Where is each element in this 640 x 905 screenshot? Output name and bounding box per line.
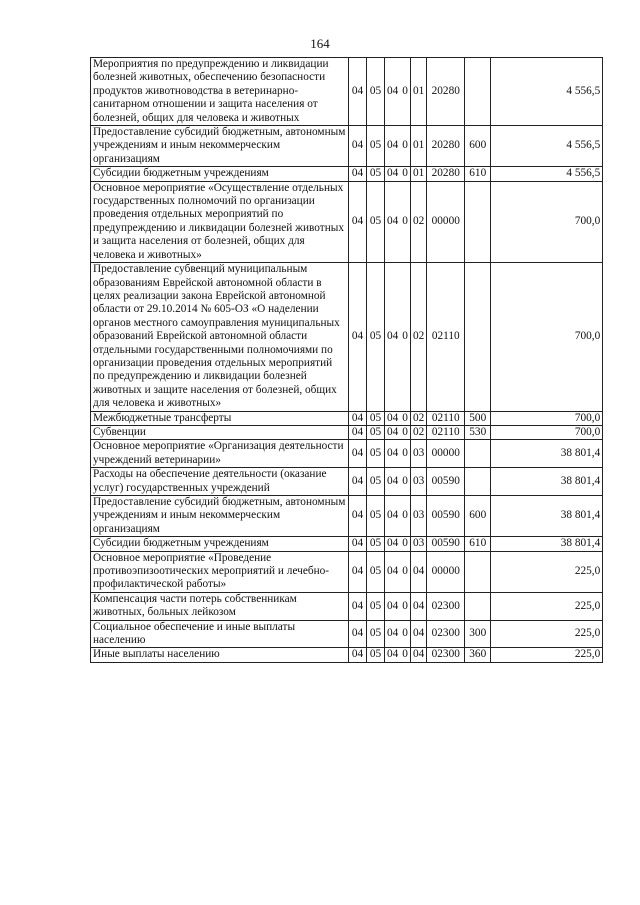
- row-subprogram-code: 0: [400, 181, 410, 262]
- row-expense-type: [465, 468, 491, 496]
- row-amount: 225,0: [491, 551, 603, 592]
- row-subprogram-code: 0: [400, 496, 410, 537]
- table-row: [91, 167, 603, 181]
- row-event-code: 04: [410, 551, 426, 592]
- row-program-code: 04: [385, 496, 401, 537]
- row-direction-code: 20280: [427, 167, 465, 181]
- row-direction-code: 02300: [427, 620, 465, 648]
- row-program-code: 04: [385, 648, 401, 662]
- row-subprogram-code: 0: [400, 551, 410, 592]
- row-name: Основное мероприятие «Осуществление отдельных государственных полномочий по организации проведения отдельных мероприятий по предупреждению и ликвидации болезней животных и защита населения от болезней, общих для человека и животных»: [91, 181, 349, 262]
- row-amount: 225,0: [491, 648, 603, 662]
- row-expense-type: 300: [465, 620, 491, 648]
- table-row: [91, 592, 603, 620]
- row-direction-code: 00000: [427, 181, 465, 262]
- row-direction-code: 00590: [427, 496, 465, 537]
- row-expense-type: 610: [465, 537, 491, 551]
- row-section: 04: [349, 537, 367, 551]
- row-amount: 38 801,4: [491, 440, 603, 468]
- row-program-code: 04: [385, 468, 401, 496]
- row-direction-code: 00590: [427, 537, 465, 551]
- row-subprogram-code: 0: [400, 263, 410, 411]
- row-section: 04: [349, 181, 367, 262]
- row-expense-type: [465, 592, 491, 620]
- row-amount: 4 556,5: [491, 58, 603, 126]
- table-row: [91, 620, 603, 648]
- row-subsection: 05: [367, 411, 385, 425]
- row-amount: 700,0: [491, 411, 603, 425]
- row-amount: 38 801,4: [491, 496, 603, 537]
- row-name: Основное мероприятие «Организация деятельности учреждений ветеринарии»: [91, 440, 349, 468]
- row-section: 04: [349, 648, 367, 662]
- row-expense-type: 600: [465, 496, 491, 537]
- row-expense-type: 600: [465, 126, 491, 167]
- row-name: Мероприятия по предупреждению и ликвидации болезней животных, обеспечению безопасности продуктов животноводства в ветеринарно-санитарном отношении и защита населения от болезней, общих для человека и животных: [91, 58, 349, 126]
- row-direction-code: 00000: [427, 551, 465, 592]
- row-subsection: 05: [367, 592, 385, 620]
- row-subsection: 05: [367, 263, 385, 411]
- row-subsection: 05: [367, 167, 385, 181]
- row-event-code: 04: [410, 592, 426, 620]
- row-direction-code: 02300: [427, 592, 465, 620]
- row-name: Предоставление субсидий бюджетным, автономным учреждениям и иным некоммерческим организациям: [91, 126, 349, 167]
- row-name: Предоставление субвенций муниципальным образованиям Еврейской автономной области в целях реализации закона Еврейской автономной области от 29.10.2014 № 605-ОЗ «О наделении органов местного самоуправления муниципальных образований Еврейской автономной области отдельными государственными полномочиями по организации проведения отдельных мероприятий по предупреждению и ликвидации болезней животных и защите населения от болезней, общих для человека и животных»: [91, 263, 349, 411]
- row-subprogram-code: 0: [400, 648, 410, 662]
- row-amount: 700,0: [491, 181, 603, 262]
- row-program-code: 04: [385, 440, 401, 468]
- row-event-code: 03: [410, 468, 426, 496]
- row-name: Субсидии бюджетным учреждениям: [91, 537, 349, 551]
- row-section: 04: [349, 496, 367, 537]
- row-name: Межбюджетные трансферты: [91, 411, 349, 425]
- row-program-code: 04: [385, 263, 401, 411]
- row-expense-type: [465, 551, 491, 592]
- row-event-code: 01: [410, 58, 426, 126]
- row-expense-type: [465, 58, 491, 126]
- table-row: [91, 551, 603, 592]
- table-row: [91, 126, 603, 167]
- row-expense-type: 530: [465, 425, 491, 439]
- row-program-code: 04: [385, 58, 401, 126]
- table-row: [91, 411, 603, 425]
- row-subsection: 05: [367, 440, 385, 468]
- row-section: 04: [349, 126, 367, 167]
- row-name: Субвенции: [91, 425, 349, 439]
- row-event-code: 04: [410, 648, 426, 662]
- row-amount: 38 801,4: [491, 537, 603, 551]
- row-program-code: 04: [385, 181, 401, 262]
- row-program-code: 04: [385, 411, 401, 425]
- row-section: 04: [349, 620, 367, 648]
- row-event-code: 03: [410, 440, 426, 468]
- row-subsection: 05: [367, 551, 385, 592]
- row-section: 04: [349, 58, 367, 126]
- row-event-code: 03: [410, 496, 426, 537]
- budget-table: [90, 57, 603, 663]
- row-subprogram-code: 0: [400, 425, 410, 439]
- table-row: [91, 181, 603, 262]
- table-row: [91, 496, 603, 537]
- row-section: 04: [349, 592, 367, 620]
- row-direction-code: 02110: [427, 425, 465, 439]
- table-row: [91, 440, 603, 468]
- row-direction-code: 00590: [427, 468, 465, 496]
- row-direction-code: 00000: [427, 440, 465, 468]
- row-program-code: 04: [385, 167, 401, 181]
- row-direction-code: 02300: [427, 648, 465, 662]
- row-event-code: 03: [410, 537, 426, 551]
- row-subsection: 05: [367, 537, 385, 551]
- row-expense-type: 360: [465, 648, 491, 662]
- row-name: Компенсация части потерь собственникам животных, больных лейкозом: [91, 592, 349, 620]
- row-subprogram-code: 0: [400, 411, 410, 425]
- row-subprogram-code: 0: [400, 592, 410, 620]
- row-subsection: 05: [367, 58, 385, 126]
- row-program-code: 04: [385, 425, 401, 439]
- table-row: [91, 263, 603, 411]
- row-direction-code: 02110: [427, 411, 465, 425]
- row-subprogram-code: 0: [400, 126, 410, 167]
- table-row: [91, 537, 603, 551]
- row-name: Социальное обеспечение и иные выплаты населению: [91, 620, 349, 648]
- row-event-code: 02: [410, 263, 426, 411]
- row-amount: 225,0: [491, 620, 603, 648]
- row-amount: 700,0: [491, 263, 603, 411]
- row-subsection: 05: [367, 181, 385, 262]
- row-subprogram-code: 0: [400, 620, 410, 648]
- row-section: 04: [349, 440, 367, 468]
- row-subprogram-code: 0: [400, 537, 410, 551]
- row-program-code: 04: [385, 620, 401, 648]
- row-subprogram-code: 0: [400, 58, 410, 126]
- row-name: Иные выплаты населению: [91, 648, 349, 662]
- row-expense-type: [465, 440, 491, 468]
- row-section: 04: [349, 263, 367, 411]
- row-amount: 700,0: [491, 425, 603, 439]
- row-program-code: 04: [385, 537, 401, 551]
- row-name: Расходы на обеспечение деятельности (оказание услуг) государственных учреждений: [91, 468, 349, 496]
- row-section: 04: [349, 167, 367, 181]
- row-direction-code: 20280: [427, 58, 465, 126]
- table-row: [91, 58, 603, 126]
- row-program-code: 04: [385, 126, 401, 167]
- row-direction-code: 02110: [427, 263, 465, 411]
- row-event-code: 02: [410, 411, 426, 425]
- row-name: Основное мероприятие «Проведение противоэпизоотических мероприятий и лечебно-профилактической работы»: [91, 551, 349, 592]
- row-event-code: 02: [410, 181, 426, 262]
- row-name: Предоставление субсидий бюджетным, автономным учреждениям и иным некоммерческим организациям: [91, 496, 349, 537]
- row-subsection: 05: [367, 648, 385, 662]
- row-event-code: 02: [410, 425, 426, 439]
- row-program-code: 04: [385, 551, 401, 592]
- row-subsection: 05: [367, 126, 385, 167]
- row-expense-type: [465, 263, 491, 411]
- row-section: 04: [349, 468, 367, 496]
- row-subprogram-code: 0: [400, 167, 410, 181]
- row-expense-type: 500: [465, 411, 491, 425]
- row-section: 04: [349, 411, 367, 425]
- row-section: 04: [349, 551, 367, 592]
- row-amount: 38 801,4: [491, 468, 603, 496]
- row-program-code: 04: [385, 592, 401, 620]
- row-expense-type: [465, 181, 491, 262]
- row-amount: 4 556,5: [491, 167, 603, 181]
- row-name: Субсидии бюджетным учреждениям: [91, 167, 349, 181]
- row-subprogram-code: 0: [400, 468, 410, 496]
- row-event-code: 04: [410, 620, 426, 648]
- row-subsection: 05: [367, 468, 385, 496]
- row-event-code: 01: [410, 126, 426, 167]
- row-subsection: 05: [367, 496, 385, 537]
- row-expense-type: 610: [465, 167, 491, 181]
- table-row: [91, 468, 603, 496]
- row-subsection: 05: [367, 620, 385, 648]
- table-row: [91, 425, 603, 439]
- table-row: [91, 648, 603, 662]
- page-number: 164: [310, 36, 330, 51]
- row-amount: 225,0: [491, 592, 603, 620]
- row-event-code: 01: [410, 167, 426, 181]
- row-amount: 4 556,5: [491, 126, 603, 167]
- row-subsection: 05: [367, 425, 385, 439]
- row-direction-code: 20280: [427, 126, 465, 167]
- row-subprogram-code: 0: [400, 440, 410, 468]
- row-section: 04: [349, 425, 367, 439]
